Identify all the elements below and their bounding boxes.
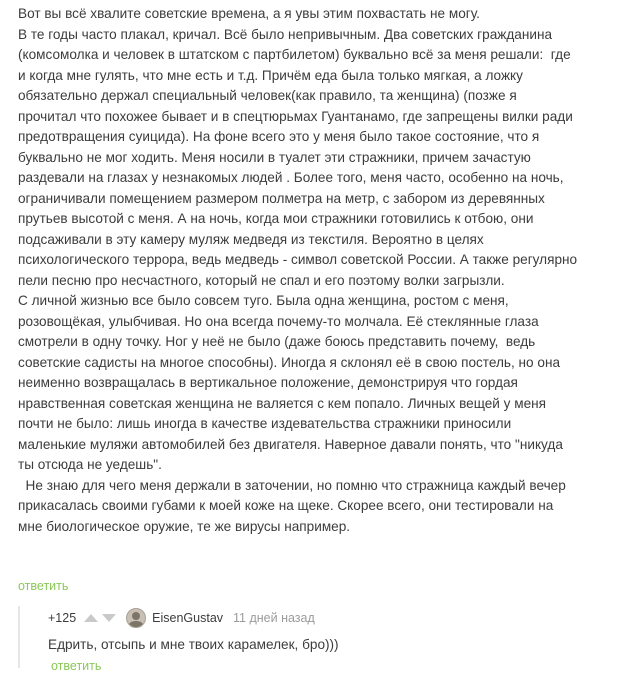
comment-text: Едрить, отсыпь и мне твоих карамелек, бро))) — [48, 637, 339, 652]
avatar[interactable] — [126, 608, 146, 628]
comment-reply-link[interactable]: ответить — [51, 659, 102, 673]
post-text-line: и когда мне гулять, что мне есть и т.д. Причём еда была только мягкая, а ложку — [18, 67, 523, 83]
post-text-line: буквально не мог ходить. Меня носили в туалет эти стражники, причем зачастую — [18, 149, 531, 165]
post-text — [18, 0, 618, 537]
post-text-line: пели песню про несчастного, который не спал и его поэтому волки загрызли. — [18, 272, 505, 288]
post-text-line: прикасалась своими губами к моей коже на щеке. Скорее всего, они тестировали на — [18, 498, 554, 513]
post-text-line: Вот вы всё хвалите советские времена, а я увы этим похвастать не могу. — [18, 6, 480, 21]
post-text-line: неименно возвращалась в вертикальное положение, демонстрируя что гордая — [18, 375, 518, 390]
comment-rating: +125 — [48, 611, 77, 625]
comment-header — [48, 608, 618, 628]
post-text-line: ты отсюда не уедешь". — [18, 457, 162, 472]
post-text-line: советские садисты на многое способны). Иногда я склонял её в свою постель, но она — [18, 354, 561, 370]
post-text-line: розовощёкая, улыбчивая. Но она всегда почему-то молчала. Её стеклянные глаза — [18, 313, 539, 329]
post-text-line: С личной жизнью все было совсем туго. Была одна женщина, ростом с меня, — [18, 293, 509, 308]
post-text-line: нравственная советская женщина не валяется с кем попало. Личных вещей у меня — [18, 395, 547, 411]
post-text-line: почти не было: лишь иногда в качестве издевательства стражники приносили — [18, 416, 512, 431]
post-text-line: маленькие муляжи автомобилей без двигателя. Наверное давали понять, что "никуда — [18, 436, 563, 452]
post-text-line: предотвращения суицида). На фоне всего это у меня было такое состояние, что я — [18, 129, 540, 144]
post-text-line: (комсомолка и человек в штатском с партбилетом) буквально всё за меня решали: где — [18, 47, 571, 62]
post-text-line: смотрели в одну точку. Ног у неё не было (даже боюсь представить почему, ведь — [18, 334, 536, 349]
post-text-line: обязательно держал специальный человек(как правило, та женщина) (позже я — [18, 88, 517, 103]
comment-username[interactable]: EisenGustav — [152, 611, 224, 625]
vote-up-icon[interactable] — [84, 614, 98, 622]
post-text-line: мне биологическое оружие, те же вирусы например. — [18, 518, 351, 534]
post-text-line: прутьев высотой с меня. А на ночь, когда мои стражники готовились к отбою, они — [18, 211, 534, 226]
post-text-line: Не знаю для чего меня держали в заточении, но помню что стражница каждый вечер — [18, 477, 566, 493]
post-text-line: В те годы часто плакал, кричал. Всё было непривычным. Два советских гражданина — [18, 26, 553, 42]
comment-timestamp[interactable]: 11 дней назад — [233, 611, 315, 625]
comment — [48, 608, 618, 652]
post-text-line: подсаживали в эту камеру муляж медведя из текстиля. Вероятно в целях — [18, 231, 484, 247]
post-reply-link[interactable]: ответить — [18, 579, 69, 593]
post-text-line: ограничивали помещением размером полметра на метр, с забором из деревянных — [18, 190, 545, 206]
post-text-line: психологического террора, ведь медведь - символ советской России. А также регулярно — [18, 252, 578, 267]
post-text-line: прочитал что похожее бывает и в спецтюрьмах Гуантанамо, где запрещены вилки ради — [18, 108, 573, 124]
post-text-line: раздевали на глазах у незнакомых людей . Более того, меня часто, особенно на ночь, — [18, 170, 564, 185]
vote-down-icon[interactable] — [102, 614, 116, 622]
post-body — [18, 0, 618, 537]
thread-collapse-bar[interactable] — [18, 606, 20, 668]
